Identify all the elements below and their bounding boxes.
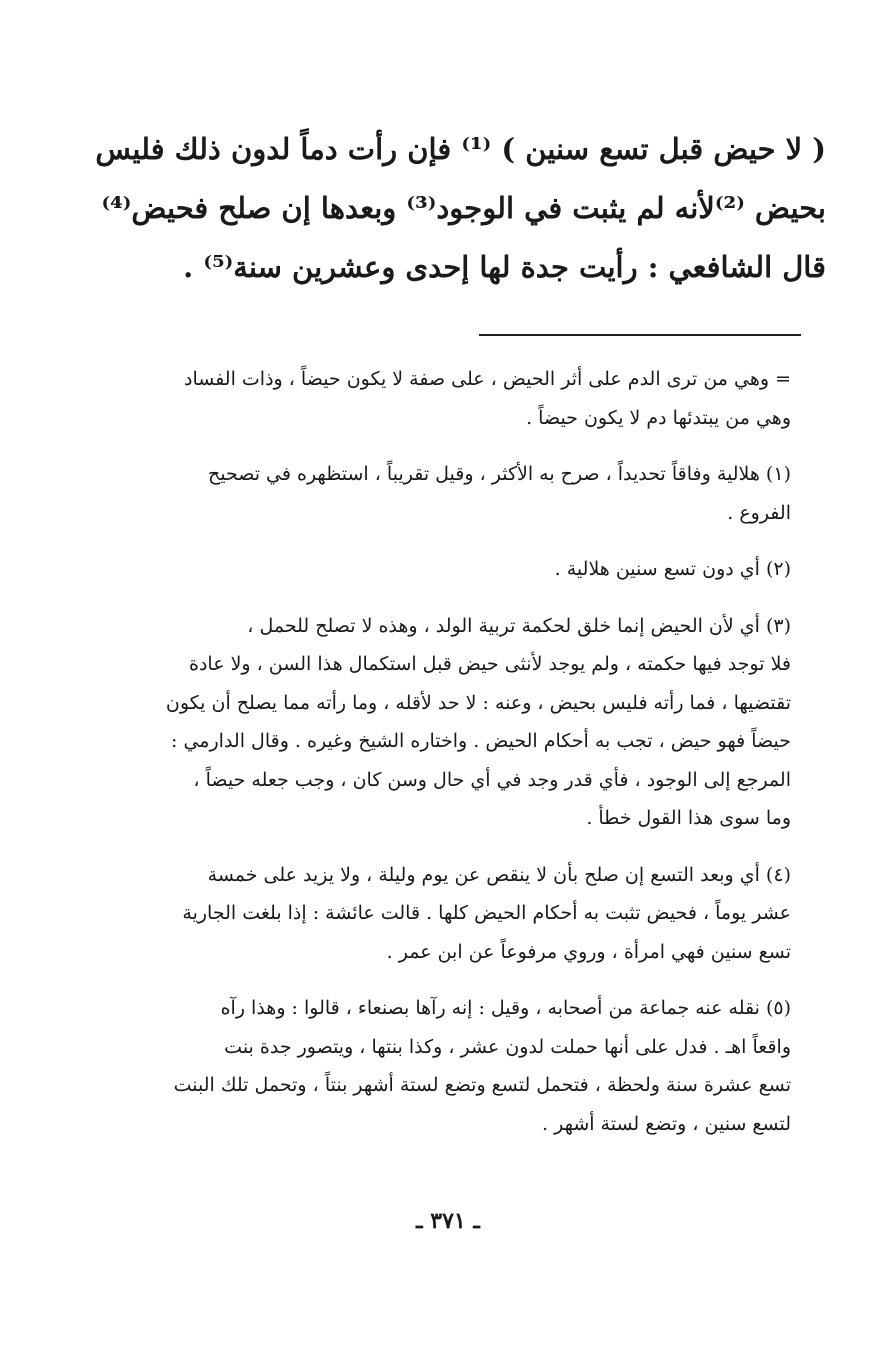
page-number: ـ ٣٧١ ـ — [416, 1208, 480, 1234]
main-text-line: ( لا حيض قبل تسع سنين ) ⁽¹⁾ فإن رأت دماً لدون ذلك فليس — [95, 132, 826, 166]
footnotes — [71, 360, 791, 1161]
footnote-line: عشر يوماً ، فحيض تثبت به أحكام الحيض كلها . قالت عائشة : إذا بلغت الجارية — [182, 902, 791, 924]
footnote-line: واقعاً اهـ . فدل على أنها حملت لدون عشر ، وكذا بنتها ، ويتصور جدة بنت — [224, 1035, 791, 1058]
footnote-line: حيضاً فهو حيض ، تجب به أحكام الحيض . واختاره الشيخ وغيره . وقال الدارمي : — [171, 730, 791, 752]
footnote-3 — [71, 607, 791, 838]
footnote-line: الفروع . — [727, 501, 791, 524]
footnote-5 — [71, 989, 791, 1143]
main-text-line: بحيض ⁽²⁾لأنه لم يثبت في الوجود⁽³⁾ وبعدها إن صلح فحيض⁽⁴⁾ — [101, 191, 826, 225]
footnote-continuation — [71, 360, 791, 437]
footnote-separator — [479, 334, 801, 336]
footnote-line: وما سوى هذا القول خطأ . — [586, 807, 791, 829]
footnote-line: (٢) أي دون تسع سنين هلالية . — [554, 558, 791, 580]
footnote-line: تقتضيها ، فما رأته فليس بحيض ، وعنه : لا حد لأقله ، وما رأته مما يصلح أن يكون — [165, 691, 791, 714]
footnote-line: تسع سنين فهي امرأة ، وروي مرفوعاً عن ابن عمر . — [386, 940, 791, 963]
footnote-line: = وهي من ترى الدم على أثر الحيض ، على صفة لا يكون حيضاً ، وذات الفساد — [184, 368, 791, 390]
footnote-line: وهي من يبتدئها دم لا يكون حيضاً . — [526, 406, 791, 429]
main-text — [66, 120, 826, 297]
main-text-line: قال الشافعي : رأيت جدة لها إحدى وعشرين سنة⁽⁵⁾ . — [183, 250, 826, 284]
footnote-1 — [71, 455, 791, 532]
footnote-line: (٣) أي لأن الحيض إنما خلق لحكمة تربية الولد ، وهذه لا تصلح للحمل ، — [247, 614, 791, 637]
footnote-line: (٥) نقله عنه جماعة من أصحابه ، وقيل : إنه رآها بصنعاء ، قالوا : وهذا رآه — [220, 997, 791, 1019]
footnote-line: (١) هلالية وفاقاً تحديداً ، صرح به الأكثر ، وقيل تقريباً ، استظهره في تصحيح — [207, 463, 791, 485]
footnote-line: (٤) أي وبعد التسع إن صلح بأن لا ينقص عن يوم وليلة ، ولا يزيد على خمسة — [207, 863, 791, 886]
footnote-2 — [71, 550, 791, 589]
footnote-line: تسع عشرة سنة ولحظة ، فتحمل لتسع وتضع لستة أشهر بنتاً ، وتحمل تلك البنت — [173, 1074, 791, 1096]
footnote-4 — [71, 856, 791, 972]
footnote-line: فلا توجد فيها حكمته ، ولم يوجد لأنثى حيض قبل استكمال هذا السن ، ولا عادة — [189, 653, 791, 675]
footnote-line: المرجع إلى الوجود ، فأي قدر وجد في أي حال وسن كان ، وجب جعله حيضاً ، — [193, 768, 791, 791]
footnote-line: لتسع سنين ، وتضع لستة أشهر . — [542, 1112, 791, 1135]
